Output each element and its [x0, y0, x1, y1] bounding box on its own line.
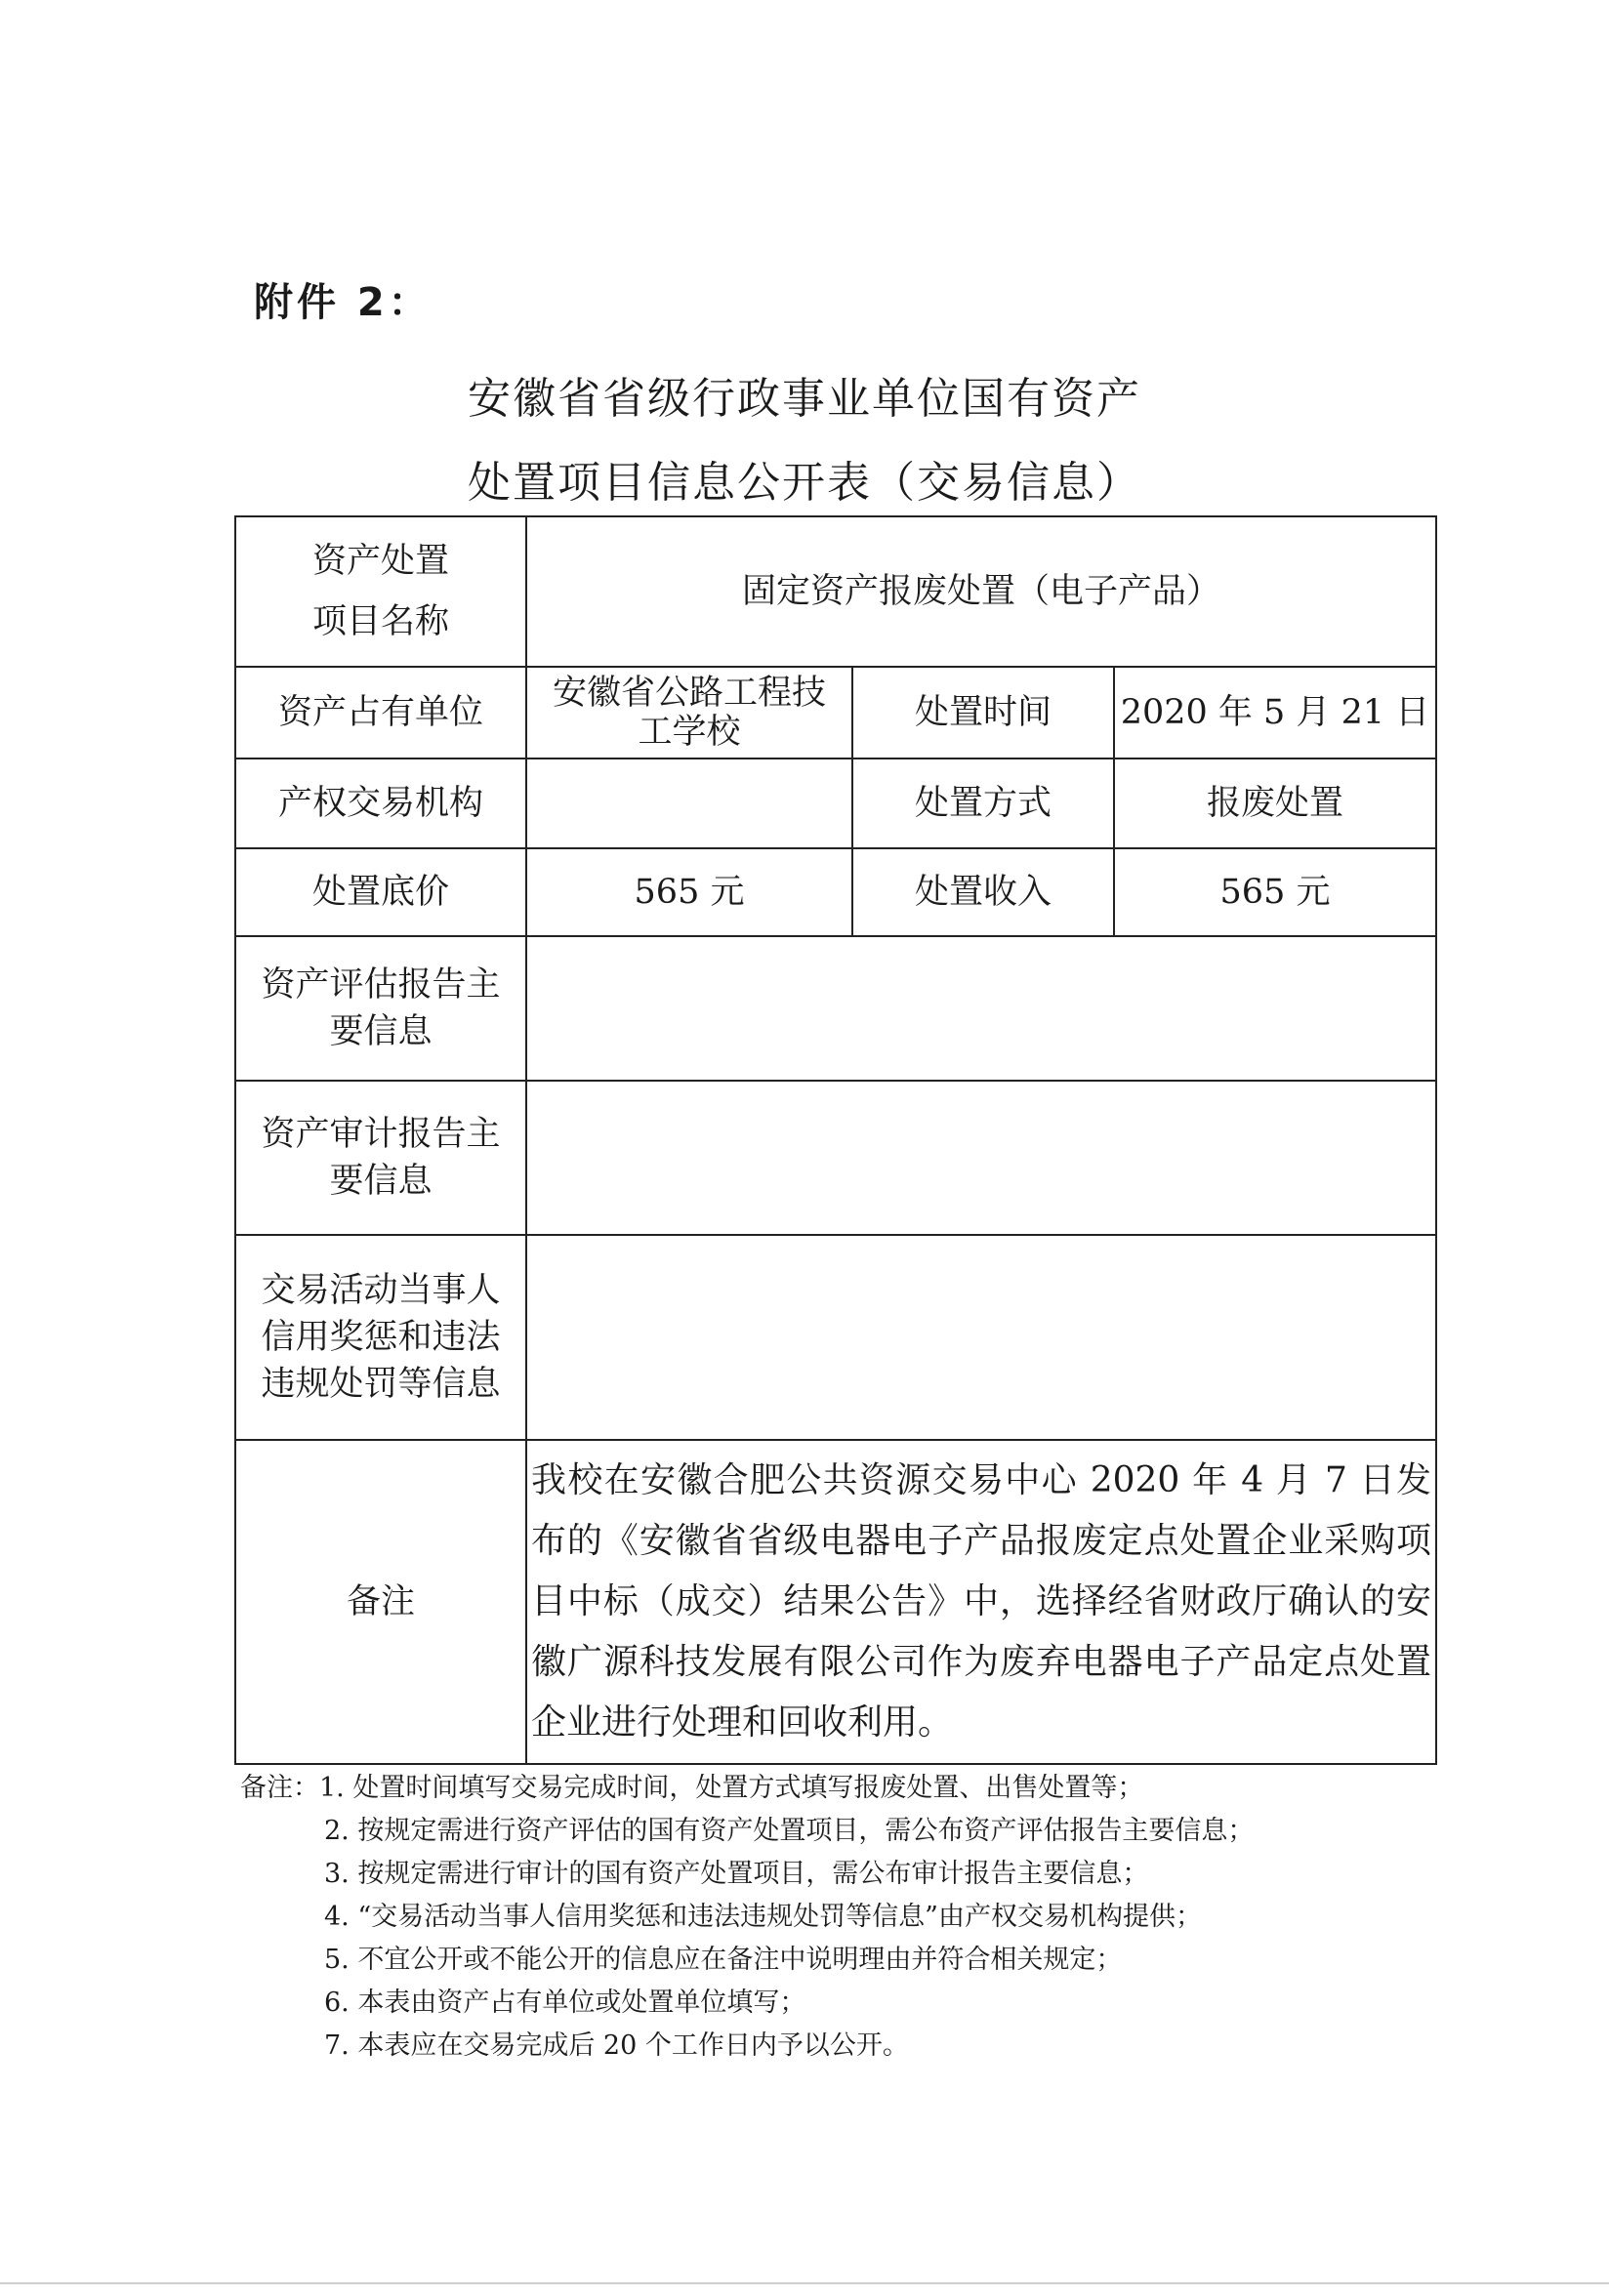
occupant-value [526, 667, 852, 758]
footnote-item: 1. 处置时间填写交易完成时间，处置方式填写报废处置、出售处置等； [319, 1773, 1144, 1803]
table-row [235, 848, 1436, 936]
footnote-item: 6. 本表由资产占有单位或处置单位填写； [324, 1988, 806, 2018]
project-name-label-line: 项目名称 [311, 602, 449, 641]
disclosure-table [234, 515, 1437, 1765]
exchange-label: 产权交易机构 [235, 758, 526, 848]
attachment-label: 附件 2： [254, 280, 432, 325]
audit-label-line: 要信息 [329, 1162, 433, 1201]
credit-label [235, 1235, 526, 1440]
disposal-time-value: 2020 年 5 月 21 日 [1114, 667, 1436, 758]
audit-label-line: 资产审计报告主 [261, 1115, 501, 1154]
appraisal-label-line: 资产评估报告主 [261, 965, 501, 1004]
occupant-value-line: 工学校 [638, 713, 741, 752]
project-name-value: 固定资产报废处置（电子产品） [526, 516, 1436, 667]
remarks-value: 我校在安徽合肥公共资源交易中心 2020 年 4 月 7 日发布的《安徽省省级电器电子产品报废定点处置企业采购项目中标（成交）结果公告》中，选择经省财政厅确认的安徽广源科技发展有限公司作为废弃电器电子产品定点处置企业进行处理和回收利用。 [526, 1440, 1436, 1764]
project-name-label [235, 516, 526, 667]
footnote-item: 2. 按规定需进行资产评估的国有资产处置项目，需公布资产评估报告主要信息； [324, 1816, 1255, 1846]
credit-label-line: 交易活动当事人 [261, 1271, 501, 1310]
occupant-label: 资产占有单位 [235, 667, 526, 758]
table-row [235, 936, 1436, 1081]
audit-label [235, 1081, 526, 1235]
title-line-1: 安徽省省级行政事业单位国有资产 [468, 374, 1141, 424]
disposal-time-label: 处置时间 [852, 667, 1114, 758]
exchange-value [526, 758, 852, 848]
table-row [235, 1235, 1436, 1440]
footnotes [240, 1767, 1254, 2068]
disposal-method-value: 报废处置 [1114, 758, 1436, 848]
title-line-2: 处置项目信息公开表（交易信息） [468, 458, 1141, 508]
footnote-item: 3. 按规定需进行审计的国有资产处置项目，需公布审计报告主要信息； [324, 1859, 1149, 1889]
disposal-income-value: 565 元 [1114, 848, 1436, 936]
credit-label-line: 信用奖惩和违法 [261, 1318, 501, 1357]
appraisal-label [235, 936, 526, 1081]
reserve-price-label: 处置底价 [235, 848, 526, 936]
footnote-item: 7. 本表应在交易完成后 20 个工作日内予以公开。 [324, 2030, 909, 2061]
table-row [235, 1081, 1436, 1235]
project-name-label-line: 资产处置 [311, 542, 449, 581]
disposal-income-label: 处置收入 [852, 848, 1114, 936]
table-row [235, 1440, 1436, 1764]
credit-label-line: 违规处罚等信息 [261, 1365, 501, 1404]
occupant-value-line: 安徽省公路工程技 [552, 674, 826, 713]
remarks-label: 备注 [235, 1440, 526, 1764]
scan-edge-line [0, 2282, 1609, 2284]
disposal-method-label: 处置方式 [852, 758, 1114, 848]
footnote-item: 5. 不宜公开或不能公开的信息应在备注中说明理由并符合相关规定； [324, 1945, 1123, 1975]
table-row [235, 758, 1436, 848]
reserve-price-value: 565 元 [526, 848, 852, 936]
credit-value [526, 1235, 1436, 1440]
table-row [235, 516, 1436, 667]
table-row [235, 667, 1436, 758]
appraisal-value [526, 936, 1436, 1081]
footnote-prefix: 备注： [240, 1773, 319, 1803]
appraisal-label-line: 要信息 [329, 1012, 433, 1051]
footnote-row [240, 1767, 1254, 1810]
audit-value [526, 1081, 1436, 1235]
footnote-item: 4. “交易活动当事人信用奖惩和违法违规处罚等信息”由产权交易机构提供； [324, 1902, 1202, 1932]
